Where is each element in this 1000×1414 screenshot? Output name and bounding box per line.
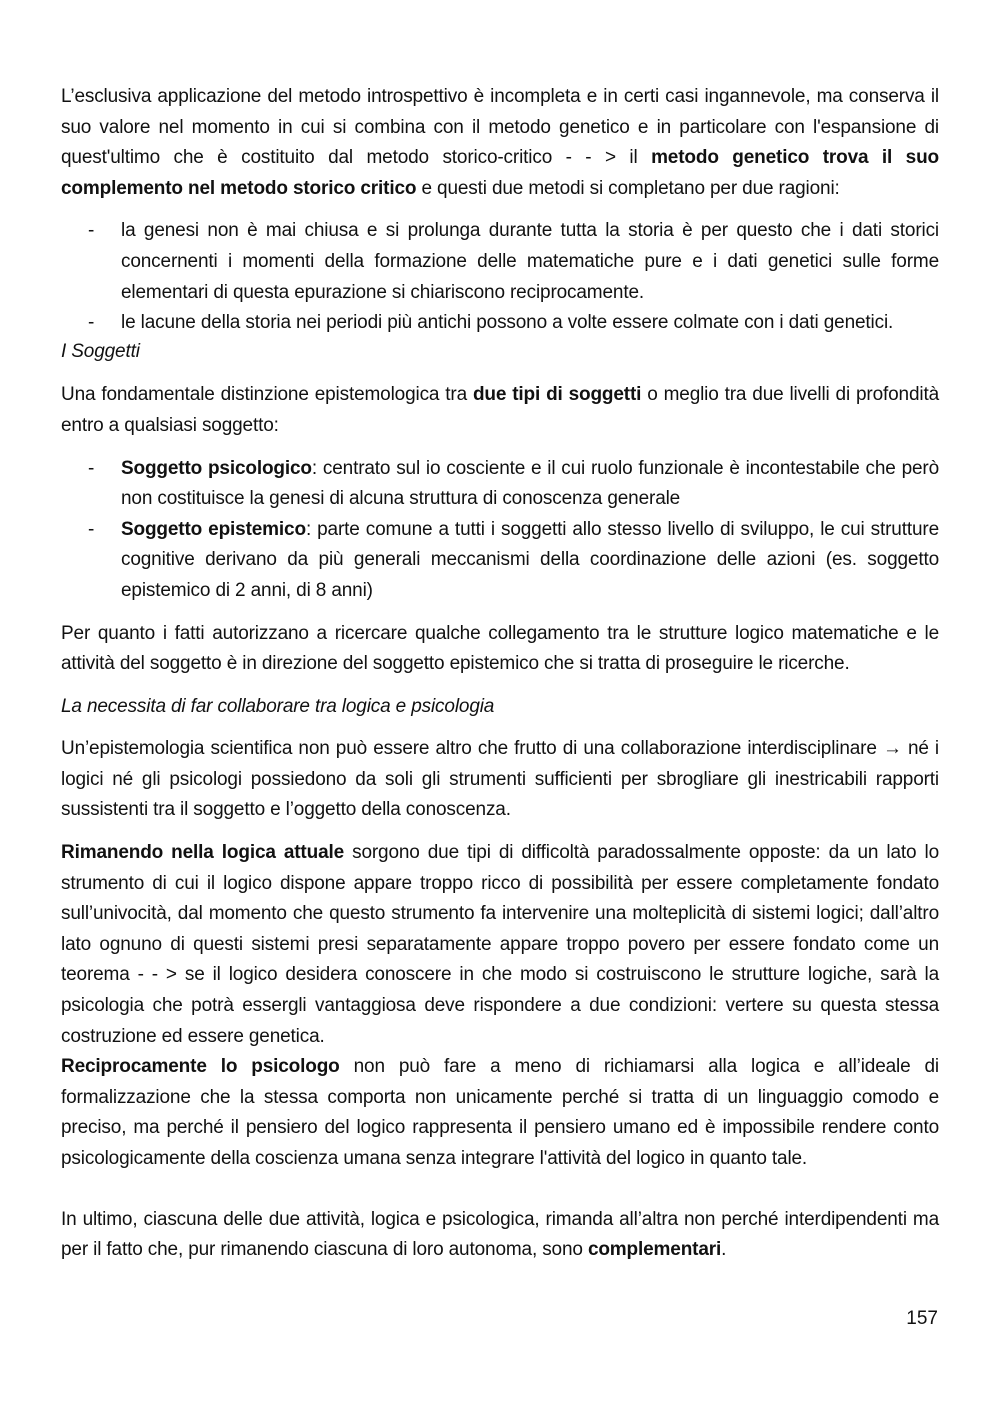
list-item-text: : parte comune a tutti i soggetti allo stesso livello di sviluppo, le cui strutture cognitive derivano da più generali meccanismi della coordinazione delle azioni (es. soggetto epistemico di 2 anni, di 8 anni) bbox=[121, 518, 939, 601]
list-item-term: Soggetto psicologico bbox=[121, 457, 312, 479]
list-item bbox=[61, 308, 939, 339]
bold-text: metodo genetico trova il suo complemento nel metodo storico critico bbox=[61, 147, 939, 199]
paragraph-introspective-method bbox=[61, 82, 939, 204]
paragraph-interdisciplinary bbox=[61, 734, 939, 826]
list-marker: - bbox=[88, 457, 95, 479]
bold-text: Reciprocamente lo psicologo bbox=[61, 1056, 340, 1078]
list-item bbox=[61, 216, 939, 308]
text: sorgono due tipi di difficoltà paradossalmente opposte: da un lato lo strumento di cui il logico dispone appare troppo ricco di possibilità per essere completamente fondato sull’univocità, dal momento che questo strumento fa intervenire una molteplicità di sistemi logici; dall’altro lato ognuno di questi sistemi presi separatamente appare troppo povero per essere fondato come un teorema - - > se il logico desidera conoscere in che modo si costruiscono le strutture logiche, sarà la psicologia che potrà essergli vantaggiosa deve rispondere a due condizioni: vertere su questa stessa costruzione ed essere genetica. bbox=[61, 842, 939, 1047]
text: o meglio tra due livelli di profondità entro a qualsiasi soggetto: bbox=[61, 384, 939, 436]
text: L’esclusiva applicazione del metodo introspettivo è incompleta e in certi casi ingannevole, ma conserva il suo valore nel momento in cui si combina con il metodo genetico e in particolare con l'espansione di quest'ultimo che è costituito dal metodo storico-critico - - > il bbox=[61, 86, 939, 169]
arrow-right-icon: → bbox=[882, 738, 902, 760]
paragraph-psychologist bbox=[61, 1052, 939, 1174]
paragraph-subjects-distinction bbox=[61, 380, 939, 441]
list-item-term: Soggetto epistemico bbox=[121, 518, 306, 540]
text: né i logici né gli psicologi possiedono da soli gli strumenti sufficienti per sbrogliare gli inestricabili rapporti sussistenti tra il soggetto e l’oggetto della conoscenza. bbox=[61, 738, 939, 821]
list-marker: - bbox=[88, 518, 95, 540]
text: In ultimo, ciascuna delle due attività, logica e psicologica, rimanda all’altra non perché interdipendenti ma per il fatto che, pur rimanendo ciascuna di loro autonoma, sono bbox=[61, 1208, 939, 1261]
paragraph-current-logic bbox=[61, 838, 939, 1052]
subjects-list bbox=[61, 454, 939, 607]
list-marker: - bbox=[88, 312, 95, 334]
list-item-text: la genesi non è mai chiusa e si prolunga durante tutta la storia è per questo che i dati storici concernenti i momenti della formazione delle matematiche pure e i dati genetici sulle forme elementari di questa epurazione si chiariscono reciprocamente. bbox=[121, 220, 939, 303]
paragraph-epistemic-subject: Per quanto i fatti autorizzano a ricercare qualche collegamento tra le strutture logico matematiche e le attività del soggetto è in direzione del soggetto epistemico che si tratta di proseguire le ricerche. bbox=[61, 622, 939, 675]
list-item bbox=[61, 454, 939, 515]
text: Un’epistemologia scientifica non può essere altro che frutto di una collaborazione interdisciplinare bbox=[61, 738, 883, 760]
bold-text: complementari bbox=[587, 1239, 722, 1261]
list-item-text: : centrato sul io cosciente e il cui ruolo funzionale è incontestabile che però non costituisce la genesi di alcuna struttura di conoscenza generale bbox=[121, 457, 940, 510]
text: e questi due metodi si completano per due ragioni: bbox=[416, 177, 840, 199]
reasons-list bbox=[61, 216, 939, 338]
section-heading-collaboration: La necessita di far collaborare tra logica e psicologia bbox=[61, 695, 495, 717]
document-page bbox=[61, 82, 939, 1266]
page-number: 157 bbox=[906, 1308, 938, 1329]
list-item bbox=[61, 515, 939, 607]
list-marker: - bbox=[88, 220, 95, 242]
section-heading-soggetti: I Soggetti bbox=[61, 340, 140, 362]
list-item-text: le lacune della storia nei periodi più antichi possono a volte essere colmate con i dati genetici. bbox=[121, 312, 894, 334]
bold-text: due tipi di soggetti bbox=[472, 384, 642, 406]
text: non può fare a meno di richiamarsi alla logica e all’ideale di formalizzazione che la stessa comporta non unicamente perché si tratta di un linguaggio comodo e preciso, ma perché il pensiero del logico rappresenta il pensiero umano ed è impossibile rendere conto psicologicamente della coscienza umana senza integrare l'attività del logico in quanto tale. bbox=[61, 1056, 940, 1169]
bold-text: Rimanendo nella logica attuale bbox=[61, 842, 345, 864]
text: Una fondamentale distinzione epistemologica tra bbox=[61, 384, 473, 406]
paragraph-conclusion bbox=[61, 1205, 939, 1266]
text: . bbox=[721, 1239, 727, 1261]
